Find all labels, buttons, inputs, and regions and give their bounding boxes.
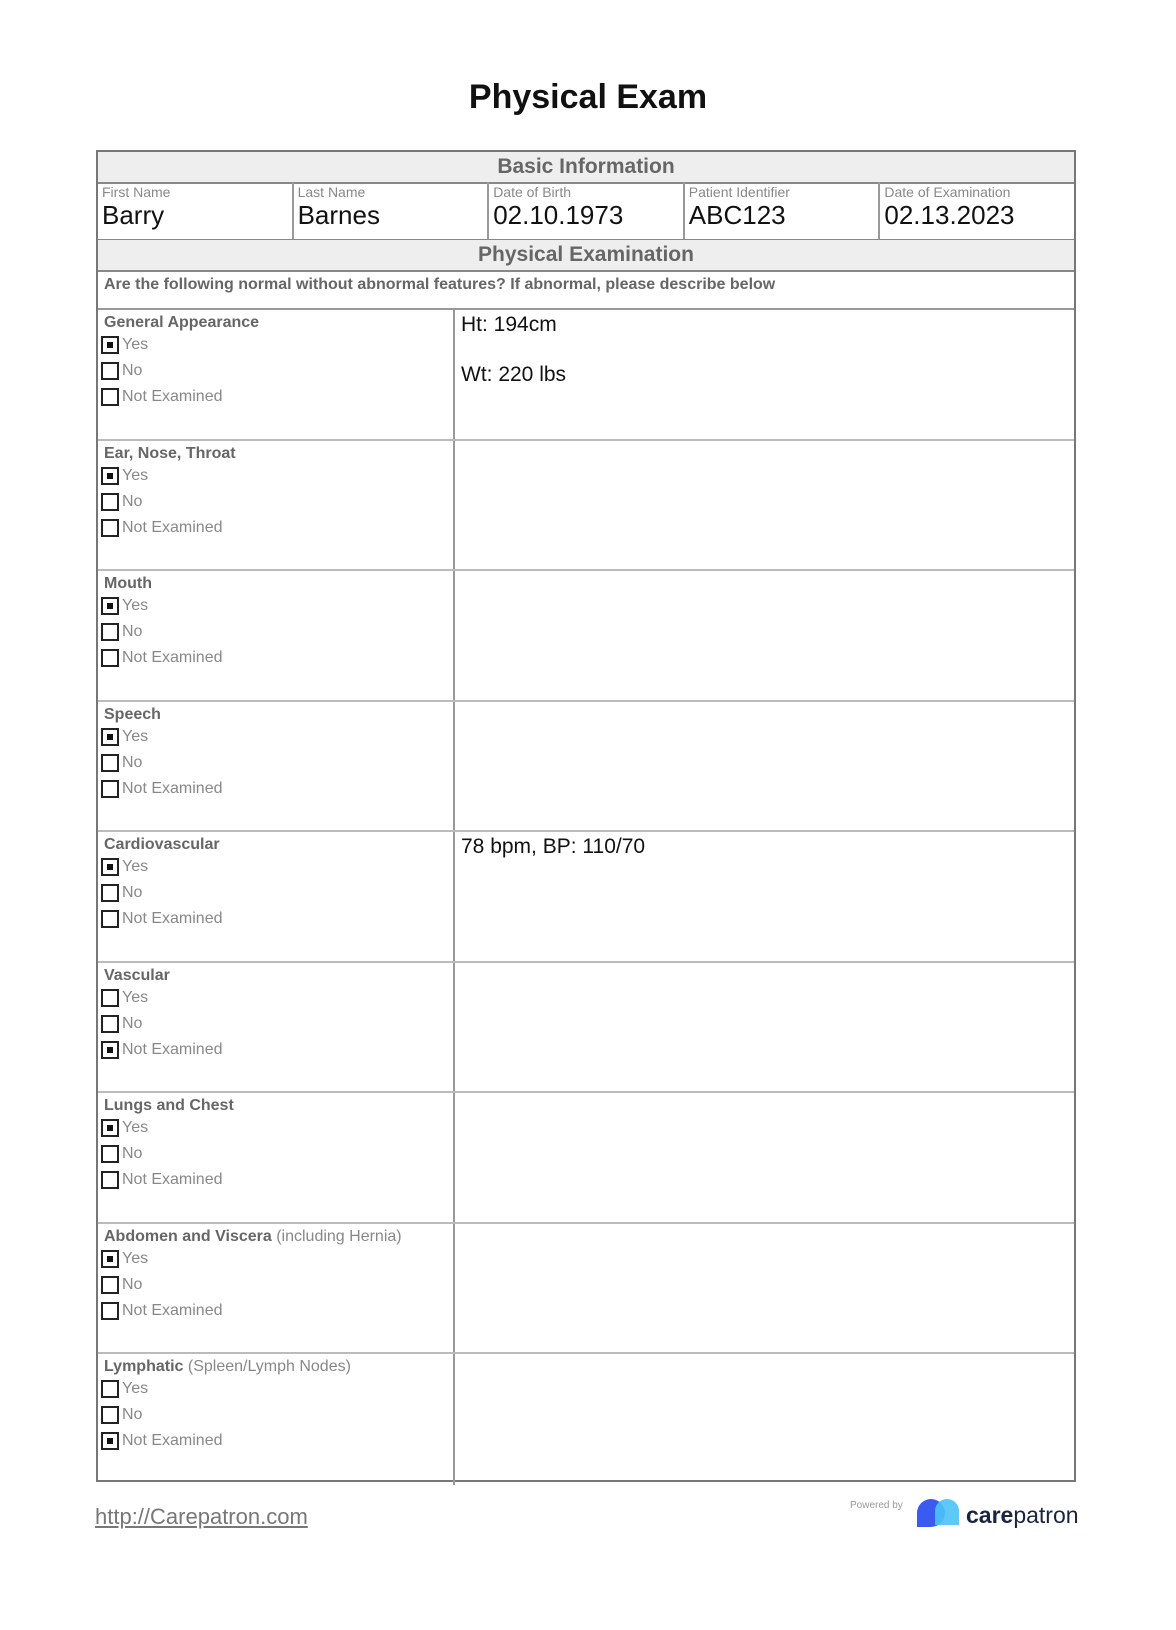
field-value[interactable]: Barry xyxy=(102,200,165,230)
carepatron-logo-icon xyxy=(915,1497,965,1531)
row-label xyxy=(104,967,447,985)
option-label: Not Examined xyxy=(122,779,223,797)
notes-area[interactable] xyxy=(457,441,1074,570)
option-label: Not Examined xyxy=(122,1171,223,1188)
checkbox[interactable] xyxy=(101,910,119,928)
row-title: Cardiovascular xyxy=(104,836,220,853)
field-label: Date of Examination xyxy=(884,184,1011,200)
option-yes[interactable] xyxy=(101,854,447,880)
option-no[interactable] xyxy=(101,1011,447,1037)
option-yes[interactable] xyxy=(101,593,447,619)
checkbox[interactable] xyxy=(101,1145,119,1163)
row-label xyxy=(104,836,447,854)
option-label: Yes xyxy=(122,727,149,745)
exam-row xyxy=(98,310,1074,441)
checkbox[interactable] xyxy=(101,754,119,772)
option-no[interactable] xyxy=(101,358,447,384)
row-title: Mouth xyxy=(104,575,152,592)
field-value[interactable]: 02.10.1973 xyxy=(493,200,624,230)
option-not-examined[interactable] xyxy=(101,1428,447,1454)
note-text: 78 bpm, BP: 110/70 xyxy=(461,835,646,858)
note-text: Ht: 194cm xyxy=(461,313,557,336)
checkbox[interactable] xyxy=(101,336,119,354)
row-label xyxy=(104,706,447,724)
option-label: Not Examined xyxy=(122,518,223,536)
option-label: Yes xyxy=(122,336,149,353)
row-sublabel: (Spleen/Lymph Nodes) xyxy=(187,1358,351,1375)
physical-exam-form xyxy=(96,150,1076,1482)
checkbox[interactable] xyxy=(101,1041,119,1059)
exam-row xyxy=(98,1354,1074,1485)
field-0[interactable] xyxy=(98,182,294,239)
basic-info-header: Basic Information xyxy=(98,152,1074,184)
field-1[interactable] xyxy=(294,182,490,239)
checkbox[interactable] xyxy=(101,597,119,615)
option-label: No xyxy=(122,362,143,379)
option-yes[interactable] xyxy=(101,1376,447,1402)
option-no[interactable] xyxy=(101,880,447,906)
option-label: No xyxy=(122,492,143,510)
field-label: Date of Birth xyxy=(493,184,572,200)
option-label: No xyxy=(122,884,143,901)
option-label: Yes xyxy=(122,1119,149,1136)
option-yes[interactable] xyxy=(101,985,447,1011)
checkbox[interactable] xyxy=(101,1380,119,1398)
powered-by-label: Powered by xyxy=(850,1500,903,1511)
field-label: Patient Identifier xyxy=(688,184,790,200)
option-label: Yes xyxy=(122,466,149,484)
option-label: Not Examined xyxy=(122,1432,223,1449)
notes-area[interactable] xyxy=(457,310,1074,439)
checkbox[interactable] xyxy=(101,989,119,1007)
option-yes[interactable] xyxy=(101,1115,447,1141)
field-value[interactable]: Barnes xyxy=(297,200,380,230)
notes-area[interactable] xyxy=(457,832,1074,961)
notes-area[interactable] xyxy=(457,1093,1074,1222)
checkbox[interactable] xyxy=(101,1432,119,1450)
carepatron-link[interactable]: http://Carepatron.com xyxy=(95,1504,308,1529)
notes-area[interactable] xyxy=(457,963,1074,1092)
basic-info-fields xyxy=(98,182,1074,241)
option-not-examined[interactable] xyxy=(101,776,447,802)
option-label: No xyxy=(122,753,143,771)
exam-question: Are the following normal without abnormal features? If abnormal, please describe below xyxy=(98,270,1074,310)
option-yes[interactable] xyxy=(101,724,447,750)
option-label: No xyxy=(122,1406,143,1423)
notes-area[interactable] xyxy=(457,571,1074,700)
option-label: Yes xyxy=(122,988,149,1006)
checkbox[interactable] xyxy=(101,519,119,537)
field-2[interactable] xyxy=(489,182,685,239)
row-title: Vascular xyxy=(104,966,170,984)
checkbox[interactable] xyxy=(101,388,119,406)
field-4[interactable] xyxy=(880,182,1074,239)
checkbox[interactable] xyxy=(101,493,119,511)
exam-row xyxy=(98,832,1074,963)
checkbox[interactable] xyxy=(101,362,119,380)
option-label: No xyxy=(122,1014,143,1032)
carepatron-brand xyxy=(966,1502,1079,1529)
field-value[interactable]: ABC123 xyxy=(688,200,786,230)
notes-area[interactable] xyxy=(457,1224,1074,1353)
option-label: Not Examined xyxy=(122,910,223,927)
row-label xyxy=(104,1358,447,1376)
row-title: Ear, Nose, Throat xyxy=(104,444,236,462)
checkbox[interactable] xyxy=(101,884,119,902)
option-no[interactable] xyxy=(101,1141,447,1167)
option-label: Not Examined xyxy=(122,1301,223,1319)
field-3[interactable] xyxy=(685,182,881,239)
field-value[interactable]: 02.13.2023 xyxy=(884,200,1015,230)
option-not-examined[interactable] xyxy=(101,1298,447,1324)
field-label: First Name xyxy=(102,184,171,200)
exam-row xyxy=(98,441,1074,572)
note-text: Wt: 220 lbs xyxy=(461,363,567,386)
notes-area[interactable] xyxy=(457,1354,1074,1485)
exam-row xyxy=(98,571,1074,702)
row-label xyxy=(104,314,447,332)
option-not-examined[interactable] xyxy=(101,1037,447,1063)
brand-bold: care xyxy=(966,1502,1014,1528)
option-label: Yes xyxy=(122,858,149,875)
row-label xyxy=(104,1097,447,1115)
page-title: Physical Exam xyxy=(468,78,708,116)
row-label xyxy=(104,445,447,463)
brand-rest: patron xyxy=(1013,1502,1079,1528)
option-no[interactable] xyxy=(101,1272,447,1298)
checkbox[interactable] xyxy=(101,649,119,667)
row-title: Abdomen and Viscera xyxy=(104,1227,272,1245)
checkbox[interactable] xyxy=(101,467,119,485)
option-label: Yes xyxy=(122,1380,149,1397)
option-label: No xyxy=(122,623,143,640)
exam-row xyxy=(98,963,1074,1094)
exam-row xyxy=(98,702,1074,833)
option-yes[interactable] xyxy=(101,332,447,358)
checkbox[interactable] xyxy=(101,1119,119,1137)
option-no[interactable] xyxy=(101,619,447,645)
option-label: Yes xyxy=(122,597,149,614)
row-title: Speech xyxy=(104,705,161,723)
option-label: No xyxy=(122,1275,143,1293)
option-label: Not Examined xyxy=(122,649,223,666)
option-not-examined[interactable] xyxy=(101,1167,447,1193)
checkbox[interactable] xyxy=(101,1250,119,1268)
checkbox[interactable] xyxy=(101,623,119,641)
row-title: Lymphatic xyxy=(104,1358,184,1375)
field-label: Last Name xyxy=(297,184,366,200)
option-label: Not Examined xyxy=(122,1040,223,1058)
option-not-examined[interactable] xyxy=(101,645,447,671)
row-label xyxy=(104,575,447,593)
checkbox[interactable] xyxy=(101,780,119,798)
option-yes[interactable] xyxy=(101,463,447,489)
exam-row xyxy=(98,1224,1074,1355)
option-not-examined[interactable] xyxy=(101,906,447,932)
option-yes[interactable] xyxy=(101,1246,447,1272)
checkbox[interactable] xyxy=(101,728,119,746)
row-label xyxy=(104,1228,447,1246)
checkbox[interactable] xyxy=(101,1302,119,1320)
row-sublabel: (including Hernia) xyxy=(276,1227,402,1245)
exam-row xyxy=(98,1093,1074,1224)
checkbox[interactable] xyxy=(101,1276,119,1294)
option-no[interactable] xyxy=(101,750,447,776)
checkbox[interactable] xyxy=(101,1171,119,1189)
row-title: General Appearance xyxy=(104,314,260,331)
option-label: Not Examined xyxy=(122,388,223,405)
physical-exam-header: Physical Examination xyxy=(98,240,1074,272)
checkbox[interactable] xyxy=(101,858,119,876)
option-no[interactable] xyxy=(101,489,447,515)
option-label: No xyxy=(122,1145,143,1162)
option-not-examined[interactable] xyxy=(101,515,447,541)
checkbox[interactable] xyxy=(101,1406,119,1424)
option-no[interactable] xyxy=(101,1402,447,1428)
checkbox[interactable] xyxy=(101,1015,119,1033)
notes-area[interactable] xyxy=(457,702,1074,831)
option-not-examined[interactable] xyxy=(101,384,447,410)
option-label: Yes xyxy=(122,1249,149,1267)
row-title: Lungs and Chest xyxy=(104,1097,234,1114)
